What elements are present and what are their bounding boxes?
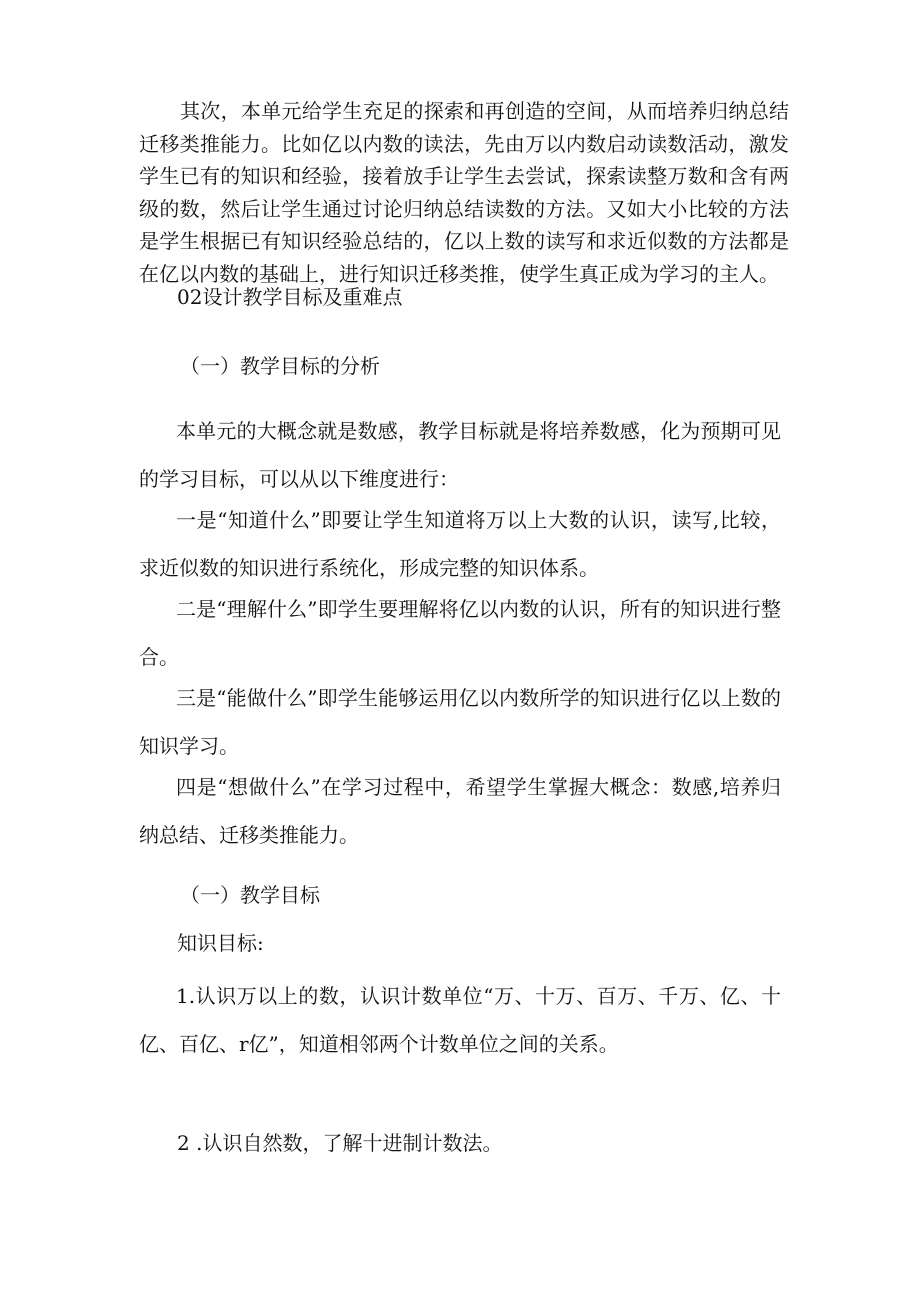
paragraph-do-what: 三是“能做什么”即学生能够运用亿以内数所学的知识进行亿以上数的知识学习。 — [139, 686, 781, 758]
paragraph-know-what: 一是“知道什么”即要让学生知道将万以上大数的认识，读写,比较，求近似数的知识进行系统化，形成完整的知识体系。 — [139, 508, 781, 580]
section-heading: 02设计教学目标及重难点 — [177, 285, 403, 309]
paragraph-big-concept: 本单元的大概念就是数感，教学目标就是将培养数感，化为预期可见的学习目标，可以从以下维度进行： — [139, 419, 781, 491]
knowledge-item-1: 1.认识万以上的数，认识计数单位“万、十万、百万、千万、亿、十亿、百亿、r亿”，知道相邻两个计数单位之间的关系。 — [139, 984, 781, 1056]
subheading-goals: （一）教学目标 — [180, 883, 320, 907]
subheading-analysis: （一）教学目标的分析 — [180, 354, 380, 378]
knowledge-goals-label: 知识目标: — [177, 931, 264, 955]
intro-paragraph: 其次，本单元给学生充足的探索和再创造的空间，从而培养归纳总结迁移类推能力。比如亿以内数的读法，先由万以内数启动读数活动，激发学生已有的知识和经验，接着放手让学生去尝试，探索读整万数和含有两级的数，然后让学生通过讨论归纳总结读数的方法。又如大小比较的方法是学生根据已有知识经验总结的，亿以上数的读写和求近似数的方法都是在亿以内数的基础上，进行知识迁移类推，使学生真正成为学习的主人。 — [139, 99, 789, 286]
paragraph-understand-what: 二是“理解什么”即学生要理解将亿以内数的认识，所有的知识进行整合。 — [139, 597, 781, 669]
paragraph-want-what: 四是“想做什么”在学习过程中，希望学生掌握大概念：数感,培养归纳总结、迁移类推能力。 — [139, 775, 781, 847]
knowledge-item-2: 2 .认识自然数，了解十进制计数法。 — [177, 1131, 503, 1155]
